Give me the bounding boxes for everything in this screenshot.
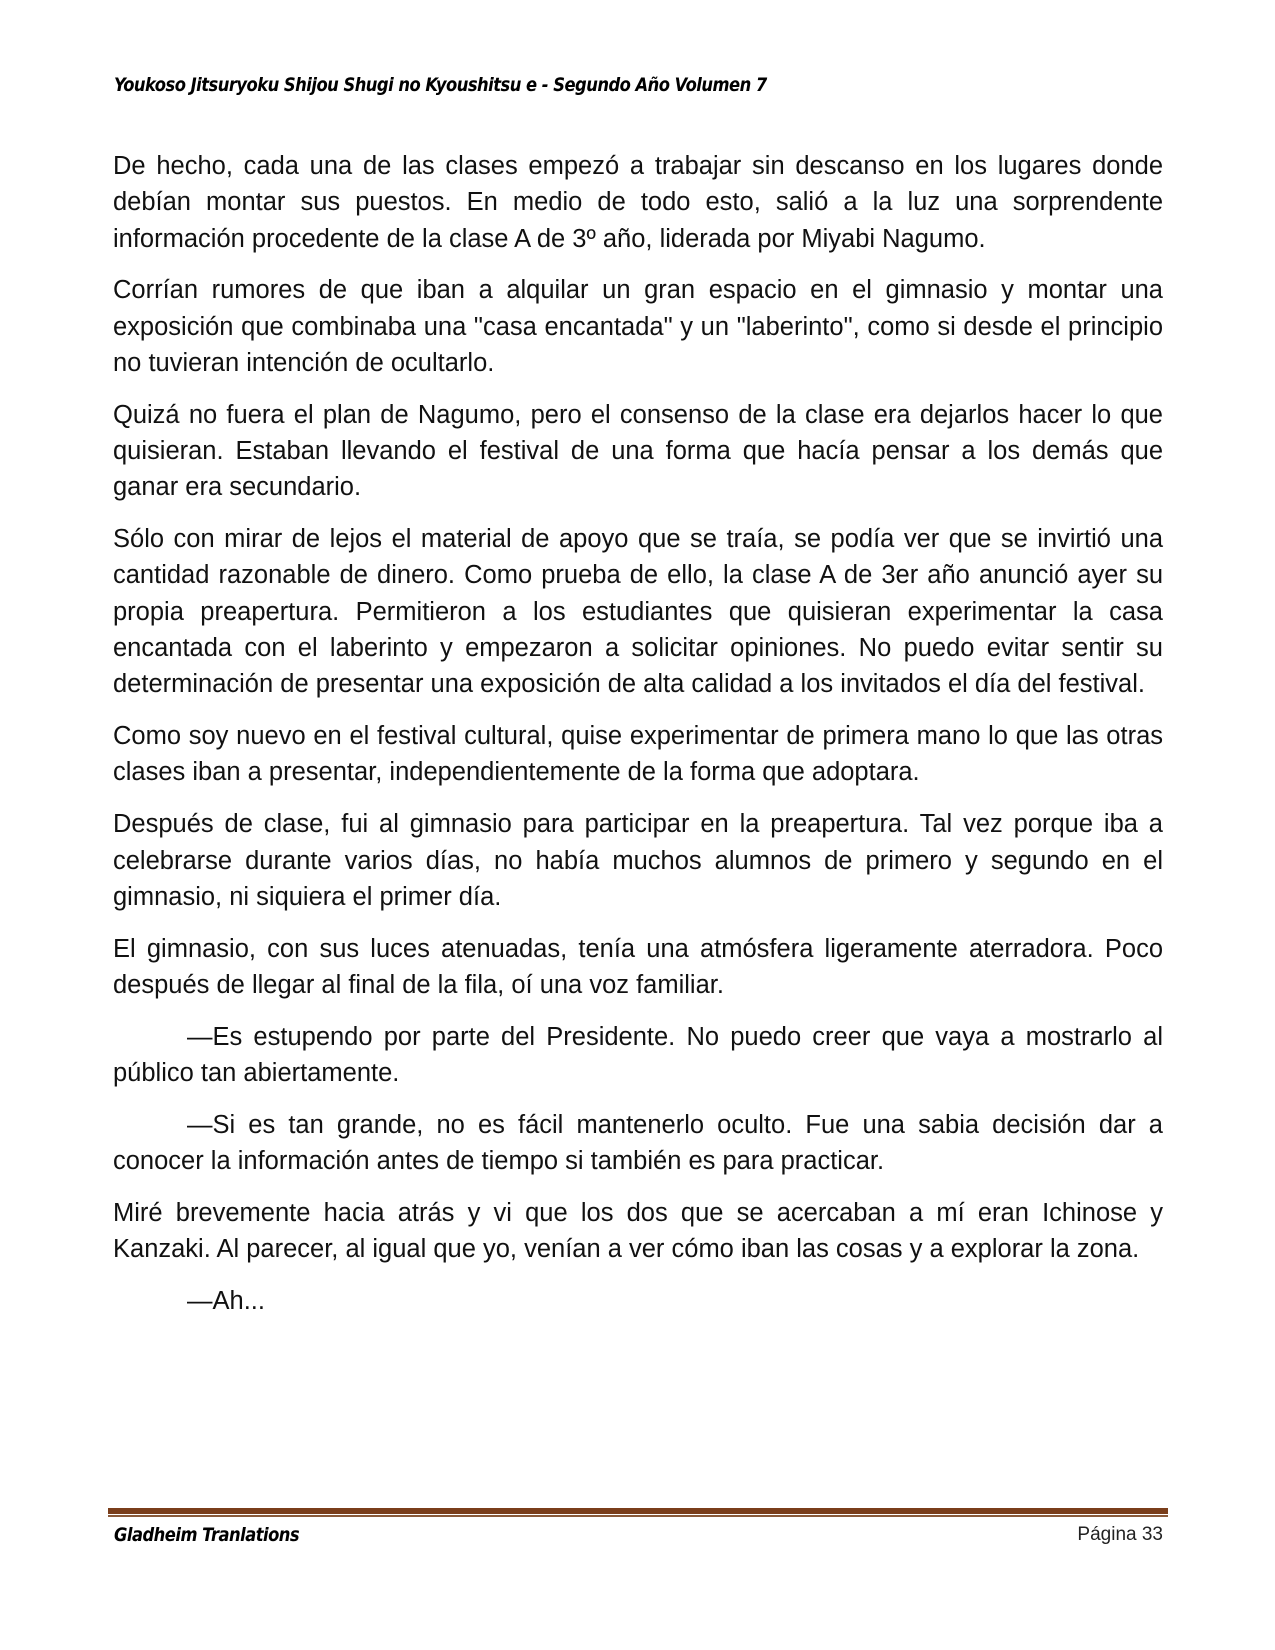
paragraph: Quizá no fuera el plan de Nagumo, pero el consenso de la clase era dejarlos hacer lo que quisieran. Estaban llevando el festival de una forma que hacía pensar a los demás que ganar era secundario. [113,400,1163,502]
paragraph: Corrían rumores de que iban a alquilar un gran espacio en el gimnasio y montar una exposición que combinaba una "casa encantada" y un "laberinto", como si desde el principio no tuvieran intención de ocultarlo. [113,276,1163,377]
chapter-body [113,148,1163,1335]
paragraph: Como soy nuevo en el festival cultural, quise experimentar de primera mano lo que las otras clases iban a presentar, independientemente de la forma que adoptara. [113,722,1163,787]
page-number: Página 33 [1077,1524,1163,1545]
footer-credit: Gladheim Tranlations [114,1524,300,1546]
dialogue-line: —Es estupendo por parte del Presidente. No puedo creer que vaya a mostrarlo al público tan abiertamente. [113,1022,1163,1088]
dialogue-line: —Ah... [187,1287,265,1316]
dialogue-line: —Si es tan grande, no es fácil mantenerlo oculto. Fue una sabia decisión dar a conocer la información antes de tiempo si también es para practicar. [113,1110,1163,1176]
paragraph: El gimnasio, con sus luces atenuadas, tenía una atmósfera ligeramente aterradora. Poco después de llegar al final de la fila, oí una voz familiar. [113,934,1163,999]
footer-divider [108,1508,1168,1515]
paragraph: Miré brevemente hacia atrás y vi que los dos que se acercaban a mí eran Ichinose y Kanzaki. Al parecer, al igual que yo, venían a ver cómo iban las cosas y a explorar la zona. [113,1198,1163,1264]
paragraph: De hecho, cada una de las clases empezó a trabajar sin descanso en los lugares donde debían montar sus puestos. En medio de todo esto, salió a la luz una sorprendente información procedente de la clase A de 3º año, liderada por Miyabi Nagumo. [113,152,1163,253]
paragraph: Después de clase, fui al gimnasio para participar en la preapertura. Tal vez porque iba a celebrarse durante varios días, no había muchos alumnos de primero y segundo en el gimnasio, ni siquiera el primer día. [113,810,1163,911]
paragraph: Sólo con mirar de lejos el material de apoyo que se traía, se podía ver que se invirtió una cantidad razonable de dinero. Como prueba de ello, la clase A de 3er año anunció ayer su propia preapertura. Permitieron a los estudiantes que quisieran experimentar la casa encantada con el laberinto y empezaron a solicitar opiniones. No puedo evitar sentir su determinación de presentar una exposición de alta calidad a los invitados el día del festival. [113,525,1163,699]
running-header: Youkoso Jitsuryoku Shijou Shugi no Kyoushitsu e - Segundo Año Volumen 7 [114,74,767,96]
